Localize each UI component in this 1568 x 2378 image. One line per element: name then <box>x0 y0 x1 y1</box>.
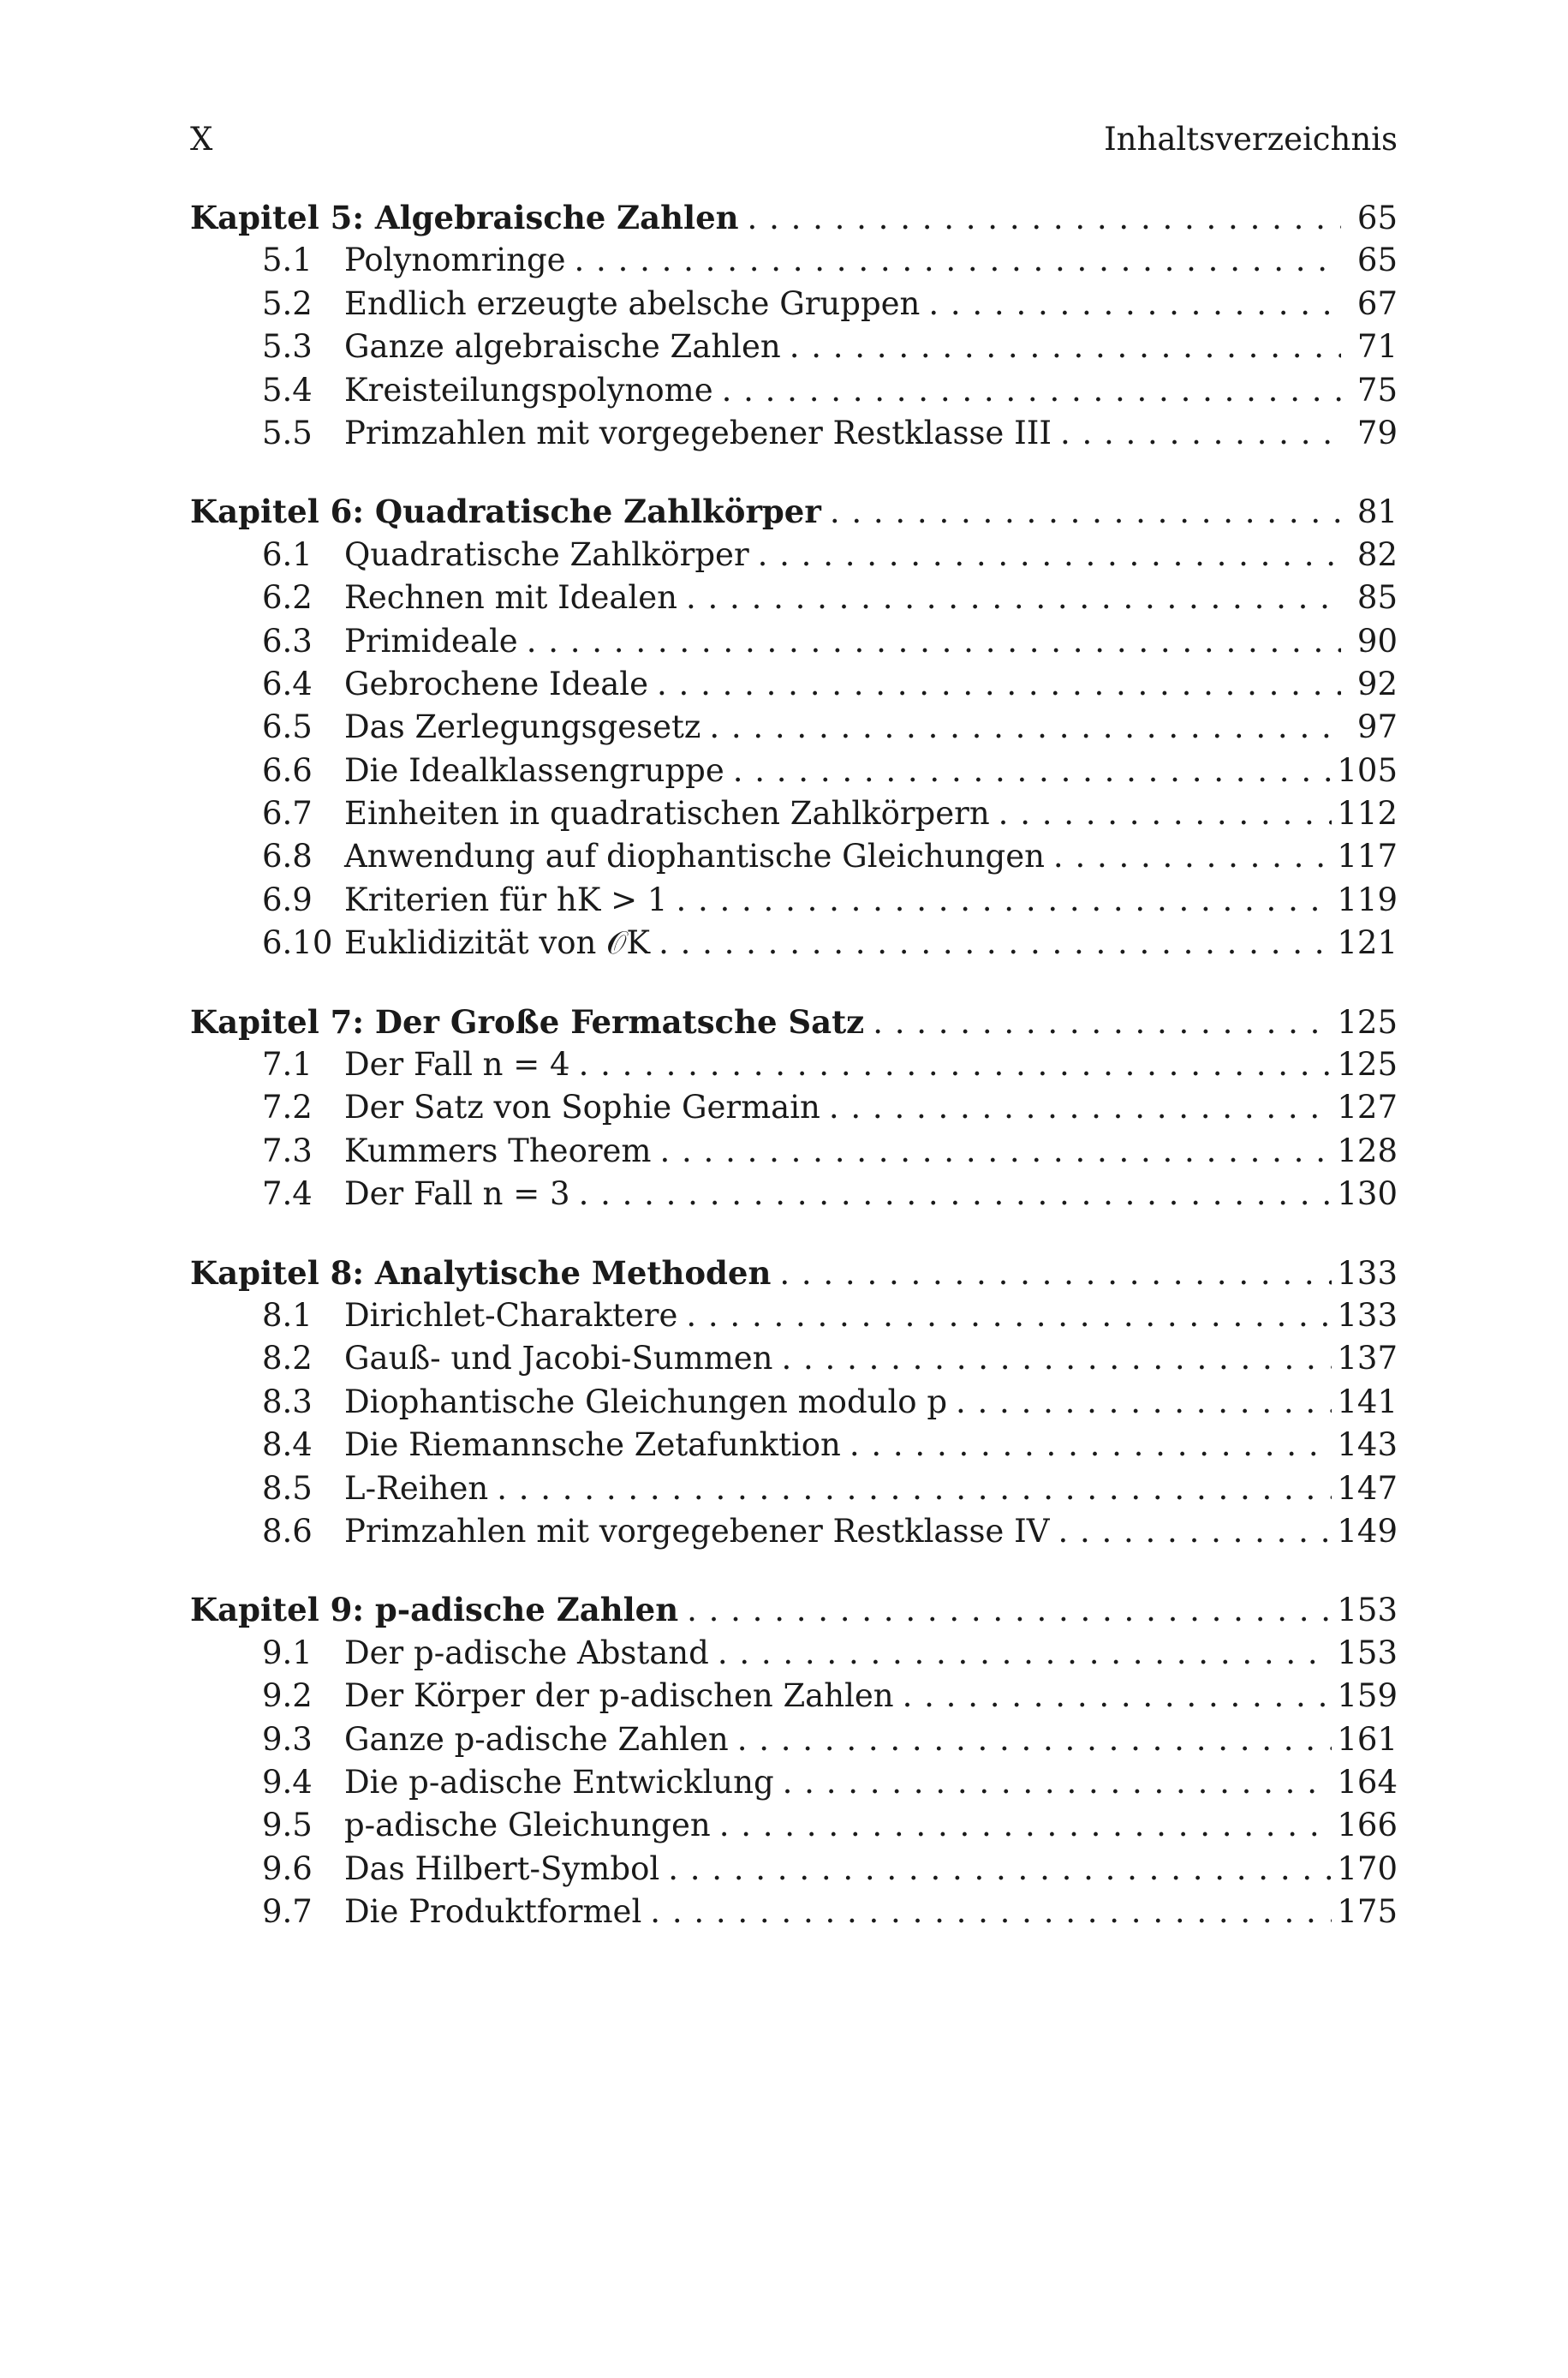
chapter-title: Kapitel 5: Algebraische Zahlen <box>190 199 739 236</box>
dot-leader <box>829 1086 1332 1129</box>
dot-leader <box>687 1589 1332 1632</box>
section-page-number: 149 <box>1337 1512 1398 1550</box>
section-title: Der Fall n = 3 <box>344 1175 570 1213</box>
section-title: L-Reihen <box>344 1469 489 1507</box>
section-entry[interactable] <box>190 1848 1398 1891</box>
section-number: 9.7 <box>262 1893 313 1931</box>
section-number: 8.4 <box>262 1426 313 1464</box>
section-title: Der Fall n = 4 <box>344 1046 570 1084</box>
section-title: Einheiten in quadratischen Zahlkörpern <box>344 795 990 833</box>
section-title: p-adische Gleichungen <box>344 1807 711 1844</box>
section-page-number: 143 <box>1337 1426 1398 1464</box>
section-page-number: 105 <box>1337 751 1398 789</box>
section-title: Rechnen mit Idealen <box>344 579 677 617</box>
section-number: 5.3 <box>262 328 313 366</box>
chapter-title: Kapitel 7: Der Große Fermatsche Satz <box>190 1002 865 1041</box>
dot-leader <box>718 1632 1333 1675</box>
section-number: 8.1 <box>262 1296 313 1334</box>
section-number: 7.1 <box>262 1046 313 1084</box>
dot-leader <box>657 663 1341 706</box>
section-entry[interactable] <box>190 835 1398 878</box>
section-page-number: 125 <box>1337 1046 1398 1084</box>
toc-chapter <box>190 196 1398 455</box>
dot-leader <box>830 491 1341 534</box>
section-title: Kriterien für hK > 1 <box>344 881 668 918</box>
section-title: Euklidizität von 𝒪K <box>344 924 651 962</box>
dot-leader <box>722 369 1341 412</box>
section-title: Endlich erzeugte abelsche Gruppen <box>344 284 921 322</box>
dot-leader <box>956 1381 1332 1424</box>
section-number: 8.6 <box>262 1512 313 1550</box>
section-entry[interactable] <box>190 412 1398 455</box>
section-entry[interactable] <box>190 283 1398 326</box>
running-title: Inhaltsverzeichnis <box>1104 121 1398 158</box>
dot-leader <box>999 792 1333 835</box>
chapter-title: Kapitel 9: p-adische Zahlen <box>190 1591 679 1629</box>
section-entry[interactable] <box>190 1424 1398 1467</box>
section-page-number: 161 <box>1337 1720 1398 1758</box>
section-page-number: 159 <box>1337 1677 1398 1715</box>
dot-leader <box>783 1761 1333 1804</box>
section-entry[interactable] <box>190 1294 1398 1337</box>
section-title: Kreisteilungspolynome <box>344 371 713 409</box>
section-page-number: 170 <box>1337 1849 1398 1887</box>
section-entry[interactable] <box>190 239 1398 282</box>
dot-leader <box>779 1252 1332 1295</box>
running-header <box>190 118 1398 161</box>
section-number: 9.1 <box>262 1634 313 1671</box>
section-title: Der Körper der p-adischen Zahlen <box>344 1677 894 1715</box>
chapter-page-number: 125 <box>1337 1003 1398 1041</box>
dot-leader <box>668 1848 1332 1891</box>
section-entry[interactable] <box>190 1043 1398 1086</box>
section-entry[interactable] <box>190 1632 1398 1675</box>
section-title: Die p-adische Entwicklung <box>344 1763 774 1801</box>
dot-leader <box>575 239 1341 282</box>
section-page-number: 133 <box>1337 1296 1398 1334</box>
section-number: 7.2 <box>262 1089 313 1126</box>
toc-chapter <box>190 1001 1398 1216</box>
dot-leader <box>659 922 1332 965</box>
section-title: Gauß- und Jacobi-Summen <box>344 1340 773 1377</box>
section-entry[interactable] <box>190 1173 1398 1216</box>
dot-leader <box>737 1718 1333 1761</box>
section-page-number: 147 <box>1337 1469 1398 1507</box>
section-number: 6.10 <box>262 924 333 962</box>
section-entry[interactable] <box>190 577 1398 619</box>
dot-leader <box>782 1337 1333 1380</box>
dot-leader <box>1053 835 1332 878</box>
dot-leader <box>748 197 1341 240</box>
dot-leader <box>709 706 1341 749</box>
section-entry[interactable] <box>190 369 1398 412</box>
section-number: 5.5 <box>262 414 313 451</box>
section-entry[interactable] <box>190 534 1398 577</box>
section-entry[interactable] <box>190 1891 1398 1933</box>
section-entry[interactable] <box>190 1467 1398 1510</box>
chapter-entry[interactable] <box>190 490 1398 533</box>
section-page-number: 166 <box>1337 1807 1398 1844</box>
section-entry[interactable] <box>190 1337 1398 1380</box>
dot-leader <box>733 750 1333 792</box>
section-entry[interactable] <box>190 792 1398 835</box>
section-number: 9.6 <box>262 1849 313 1887</box>
dot-leader <box>579 1173 1333 1216</box>
section-title: Anwendung auf diophantische Gleichungen <box>344 838 1045 875</box>
dot-leader <box>676 879 1332 922</box>
section-title: Primzahlen mit vorgegebener Restklasse IV <box>344 1512 1050 1550</box>
chapter-entry[interactable] <box>190 196 1398 239</box>
section-title: Quadratische Zahlkörper <box>344 535 749 573</box>
dot-leader <box>527 620 1341 663</box>
section-page-number: 112 <box>1337 795 1398 833</box>
section-title: Die Produktformel <box>344 1893 642 1931</box>
dot-leader <box>579 1043 1333 1086</box>
dot-leader <box>660 1130 1333 1173</box>
section-page-number: 121 <box>1337 924 1398 962</box>
section-number: 5.4 <box>262 371 313 409</box>
section-entry[interactable] <box>190 1804 1398 1847</box>
section-title: Primzahlen mit vorgegebener Restklasse III <box>344 414 1052 451</box>
section-page-number: 137 <box>1337 1340 1398 1377</box>
section-number: 7.4 <box>262 1175 313 1213</box>
dot-leader <box>686 577 1341 619</box>
section-title: Ganze algebraische Zahlen <box>344 328 781 366</box>
section-number: 9.4 <box>262 1763 313 1801</box>
section-page-number: 153 <box>1337 1634 1398 1671</box>
section-page-number: 85 <box>1356 579 1398 617</box>
section-number: 9.3 <box>262 1720 313 1758</box>
chapter-entry[interactable] <box>190 1588 1398 1631</box>
section-page-number: 71 <box>1356 328 1398 366</box>
dot-leader <box>719 1804 1333 1847</box>
section-title: Polynomringe <box>344 242 566 279</box>
dot-leader <box>928 283 1341 326</box>
section-number: 8.2 <box>262 1340 313 1377</box>
section-title: Kummers Theorem <box>344 1132 652 1169</box>
section-title: Diophantische Gleichungen modulo p <box>344 1383 948 1420</box>
section-title: Die Idealklassengruppe <box>344 751 724 789</box>
toc-chapter <box>190 490 1398 965</box>
toc-chapter <box>190 1252 1398 1554</box>
section-number: 9.2 <box>262 1677 313 1715</box>
section-number: 6.7 <box>262 795 313 833</box>
section-entry[interactable] <box>190 1675 1398 1718</box>
section-entry[interactable] <box>190 1381 1398 1424</box>
section-page-number: 141 <box>1337 1383 1398 1420</box>
toc-chapter <box>190 1588 1398 1933</box>
dot-leader <box>873 1001 1332 1044</box>
chapter-page-number: 65 <box>1356 200 1398 236</box>
section-page-number: 128 <box>1337 1132 1398 1169</box>
section-title: Die Riemannsche Zetafunktion <box>344 1426 841 1464</box>
dot-leader <box>650 1891 1332 1933</box>
dot-leader <box>850 1424 1333 1467</box>
dot-leader <box>686 1294 1332 1337</box>
dot-leader <box>790 326 1341 368</box>
section-number: 9.5 <box>262 1807 313 1844</box>
chapter-title: Kapitel 6: Quadratische Zahlkörper <box>190 493 821 531</box>
section-number: 6.3 <box>262 622 313 660</box>
chapter-page-number: 133 <box>1337 1254 1398 1292</box>
section-number: 6.5 <box>262 708 313 746</box>
chapter-entry[interactable] <box>190 1001 1398 1043</box>
section-title: Der Satz von Sophie Germain <box>344 1089 820 1126</box>
section-page-number: 130 <box>1337 1175 1398 1213</box>
section-entry[interactable] <box>190 922 1398 965</box>
section-page-number: 82 <box>1356 535 1398 573</box>
section-number: 5.2 <box>262 284 313 322</box>
section-entry[interactable] <box>190 1761 1398 1804</box>
section-page-number: 175 <box>1337 1893 1398 1931</box>
section-page-number: 117 <box>1337 838 1398 875</box>
dot-leader <box>497 1467 1332 1510</box>
section-entry[interactable] <box>190 1718 1398 1761</box>
section-page-number: 97 <box>1356 708 1398 746</box>
section-page-number: 67 <box>1356 284 1398 322</box>
section-entry[interactable] <box>190 706 1398 749</box>
section-entry[interactable] <box>190 1510 1398 1553</box>
chapter-page-number: 81 <box>1356 493 1398 531</box>
section-title: Dirichlet-Charaktere <box>344 1296 678 1334</box>
section-title: Das Zerlegungsgesetz <box>344 708 701 746</box>
dot-leader <box>903 1675 1333 1718</box>
section-number: 5.1 <box>262 242 313 279</box>
section-page-number: 79 <box>1356 414 1398 451</box>
dot-leader <box>758 534 1341 577</box>
section-entry[interactable] <box>190 879 1398 922</box>
section-entry[interactable] <box>190 750 1398 792</box>
section-number: 6.1 <box>262 535 313 573</box>
section-page-number: 65 <box>1356 242 1398 279</box>
section-title: Primideale <box>344 622 518 660</box>
section-page-number: 127 <box>1337 1089 1398 1126</box>
section-entry[interactable] <box>190 326 1398 368</box>
section-title: Das Hilbert-Symbol <box>344 1849 660 1887</box>
section-number: 7.3 <box>262 1132 313 1169</box>
dot-leader <box>1060 412 1341 455</box>
section-number: 6.9 <box>262 881 313 918</box>
section-page-number: 90 <box>1356 622 1398 660</box>
page-number-header: X <box>190 121 213 158</box>
section-page-number: 119 <box>1337 881 1398 918</box>
section-title: Ganze p-adische Zahlen <box>344 1720 729 1758</box>
chapter-page-number: 153 <box>1337 1592 1398 1629</box>
chapter-title: Kapitel 8: Analytische Methoden <box>190 1253 772 1292</box>
section-entry[interactable] <box>190 1086 1398 1129</box>
table-of-contents <box>190 196 1398 1969</box>
document-page <box>190 0 1398 2378</box>
section-page-number: 75 <box>1356 371 1398 409</box>
section-page-number: 92 <box>1356 665 1398 702</box>
section-number: 6.2 <box>262 579 313 617</box>
section-entry[interactable] <box>190 1130 1398 1173</box>
section-number: 6.8 <box>262 838 313 875</box>
section-entry[interactable] <box>190 620 1398 663</box>
section-title: Gebrochene Ideale <box>344 665 649 702</box>
section-title: Der p-adische Abstand <box>344 1634 709 1671</box>
section-entry[interactable] <box>190 663 1398 706</box>
section-number: 8.5 <box>262 1469 313 1507</box>
section-page-number: 164 <box>1337 1763 1398 1801</box>
section-number: 8.3 <box>262 1383 313 1420</box>
dot-leader <box>1058 1510 1332 1553</box>
section-number: 6.4 <box>262 665 313 702</box>
chapter-entry[interactable] <box>190 1252 1398 1294</box>
section-number: 6.6 <box>262 751 313 789</box>
